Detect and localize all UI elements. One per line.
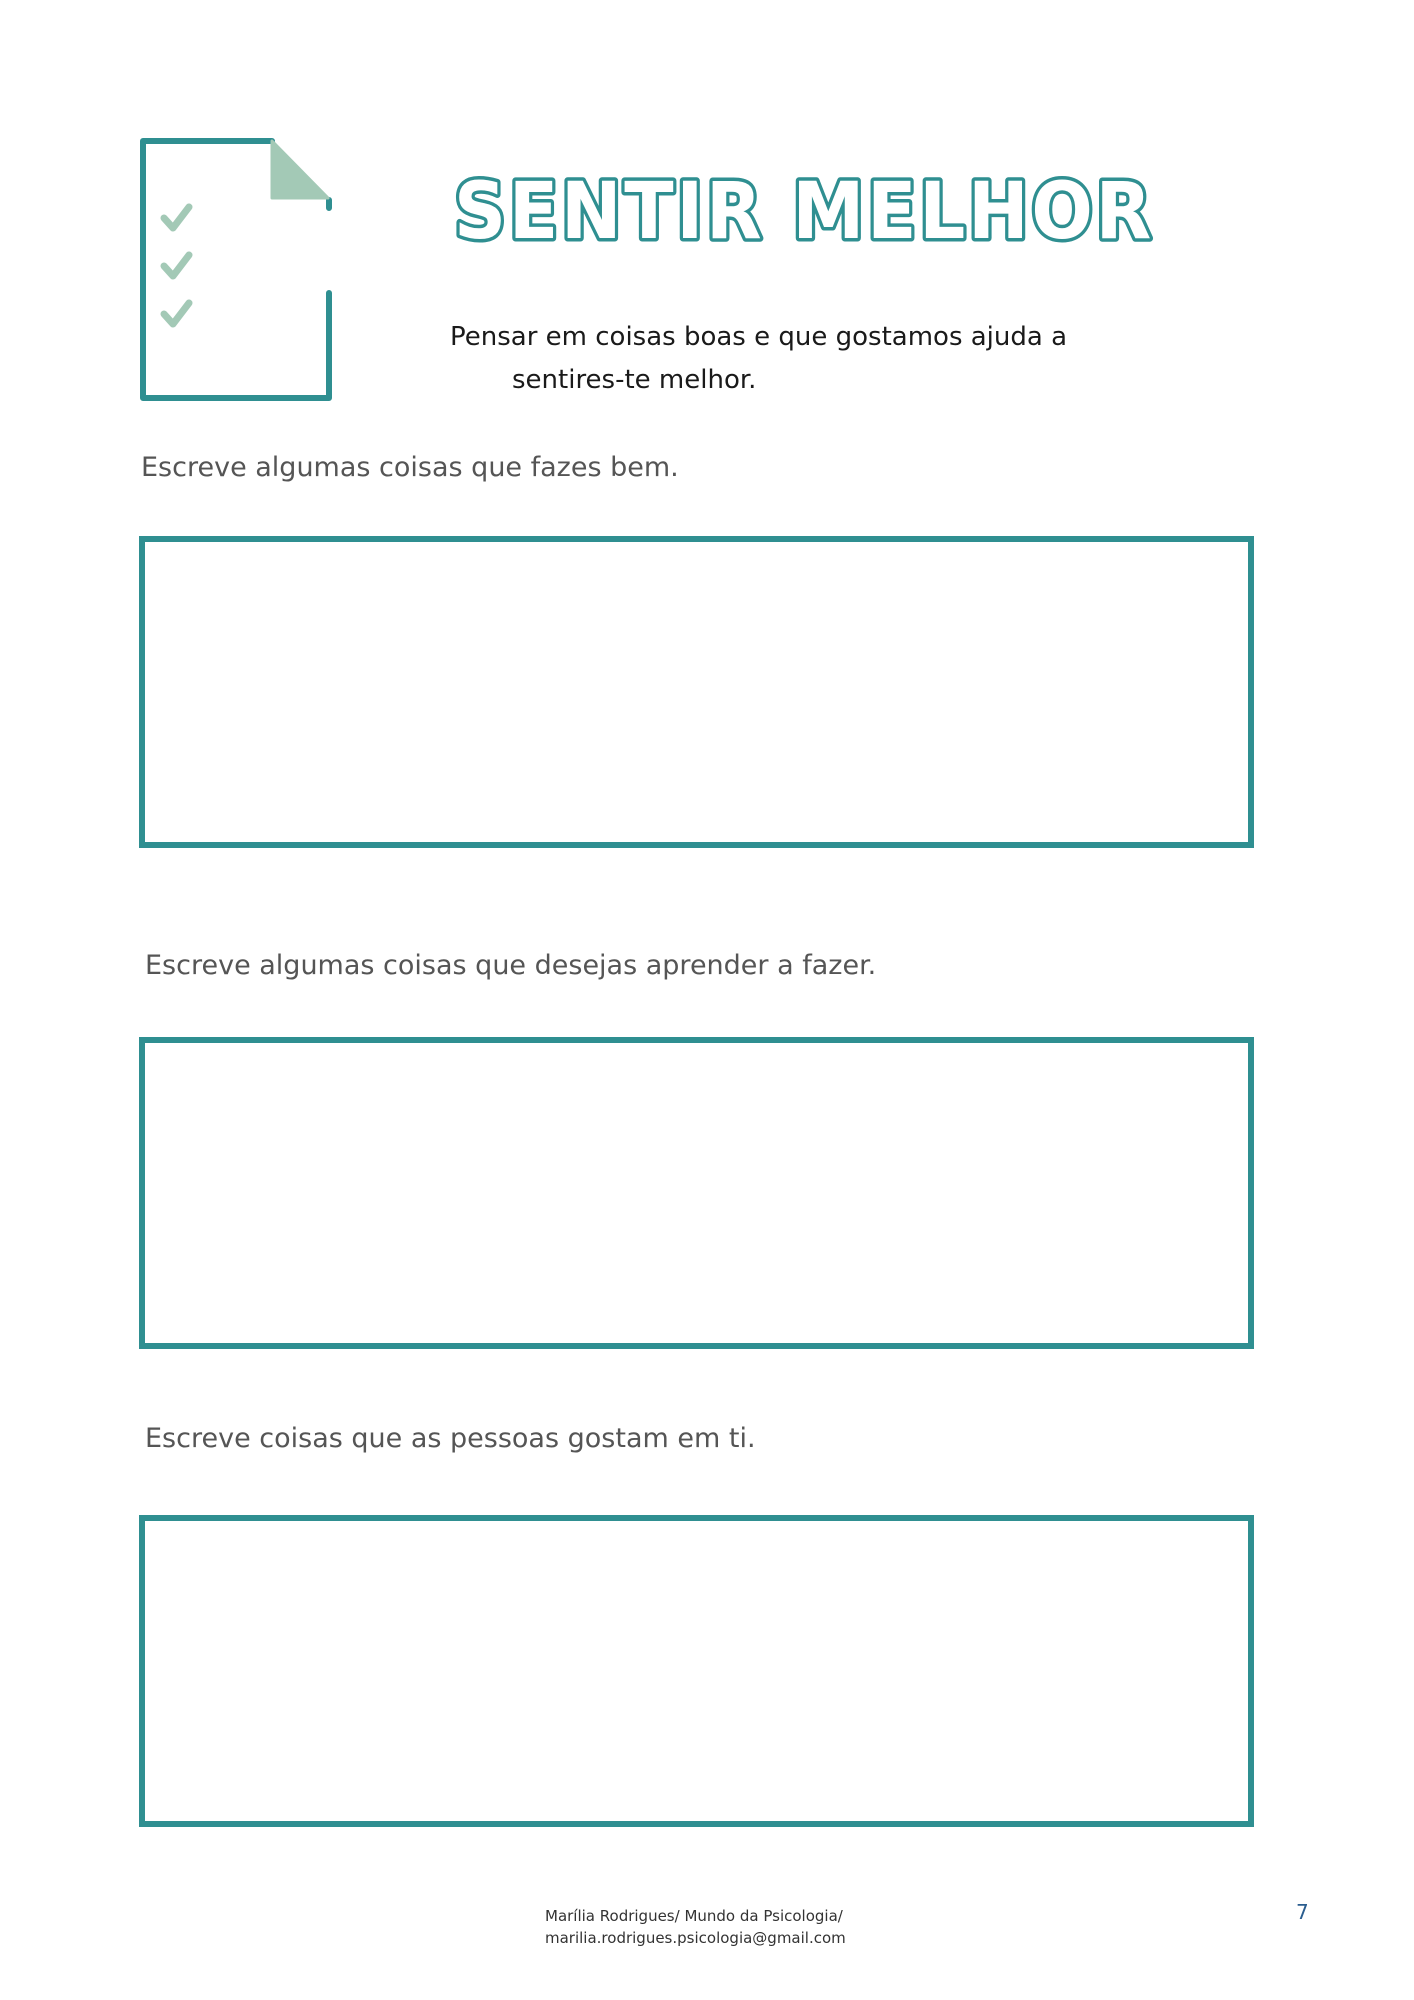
footer-author: Marília Rodrigues/ Mundo da Psicologia/ (545, 1907, 843, 1925)
footer-email: marilia.rodrigues.psicologia@gmail.com (545, 1929, 846, 1947)
prompt-things-you-do-well: Escreve algumas coisas que fazes bem. (141, 452, 679, 483)
check-icon (164, 255, 189, 276)
intro-text (450, 316, 1150, 402)
answer-box-things-people-like[interactable] (139, 1515, 1254, 1827)
intro-line-1: Pensar em coisas boas e que gostamos ajuda a (450, 322, 1068, 352)
check-icon (164, 207, 189, 228)
prompt-things-people-like: Escreve coisas que as pessoas gostam em ti. (145, 1423, 756, 1454)
page-number: 7 (1296, 1900, 1309, 1924)
answer-box-things-you-do-well[interactable] (139, 536, 1254, 848)
footer-credits (545, 1905, 945, 1949)
intro-line-2: sentires-te melhor. (512, 365, 757, 395)
check-icon (164, 303, 189, 324)
checklist-document-icon (140, 138, 340, 404)
prompt-things-to-learn: Escreve algumas coisas que desejas aprender a fazer. (145, 950, 877, 981)
page-title-text: SENTIR MELHOR (454, 167, 1154, 257)
answer-box-things-to-learn[interactable] (139, 1037, 1254, 1349)
page-title (450, 160, 1170, 260)
